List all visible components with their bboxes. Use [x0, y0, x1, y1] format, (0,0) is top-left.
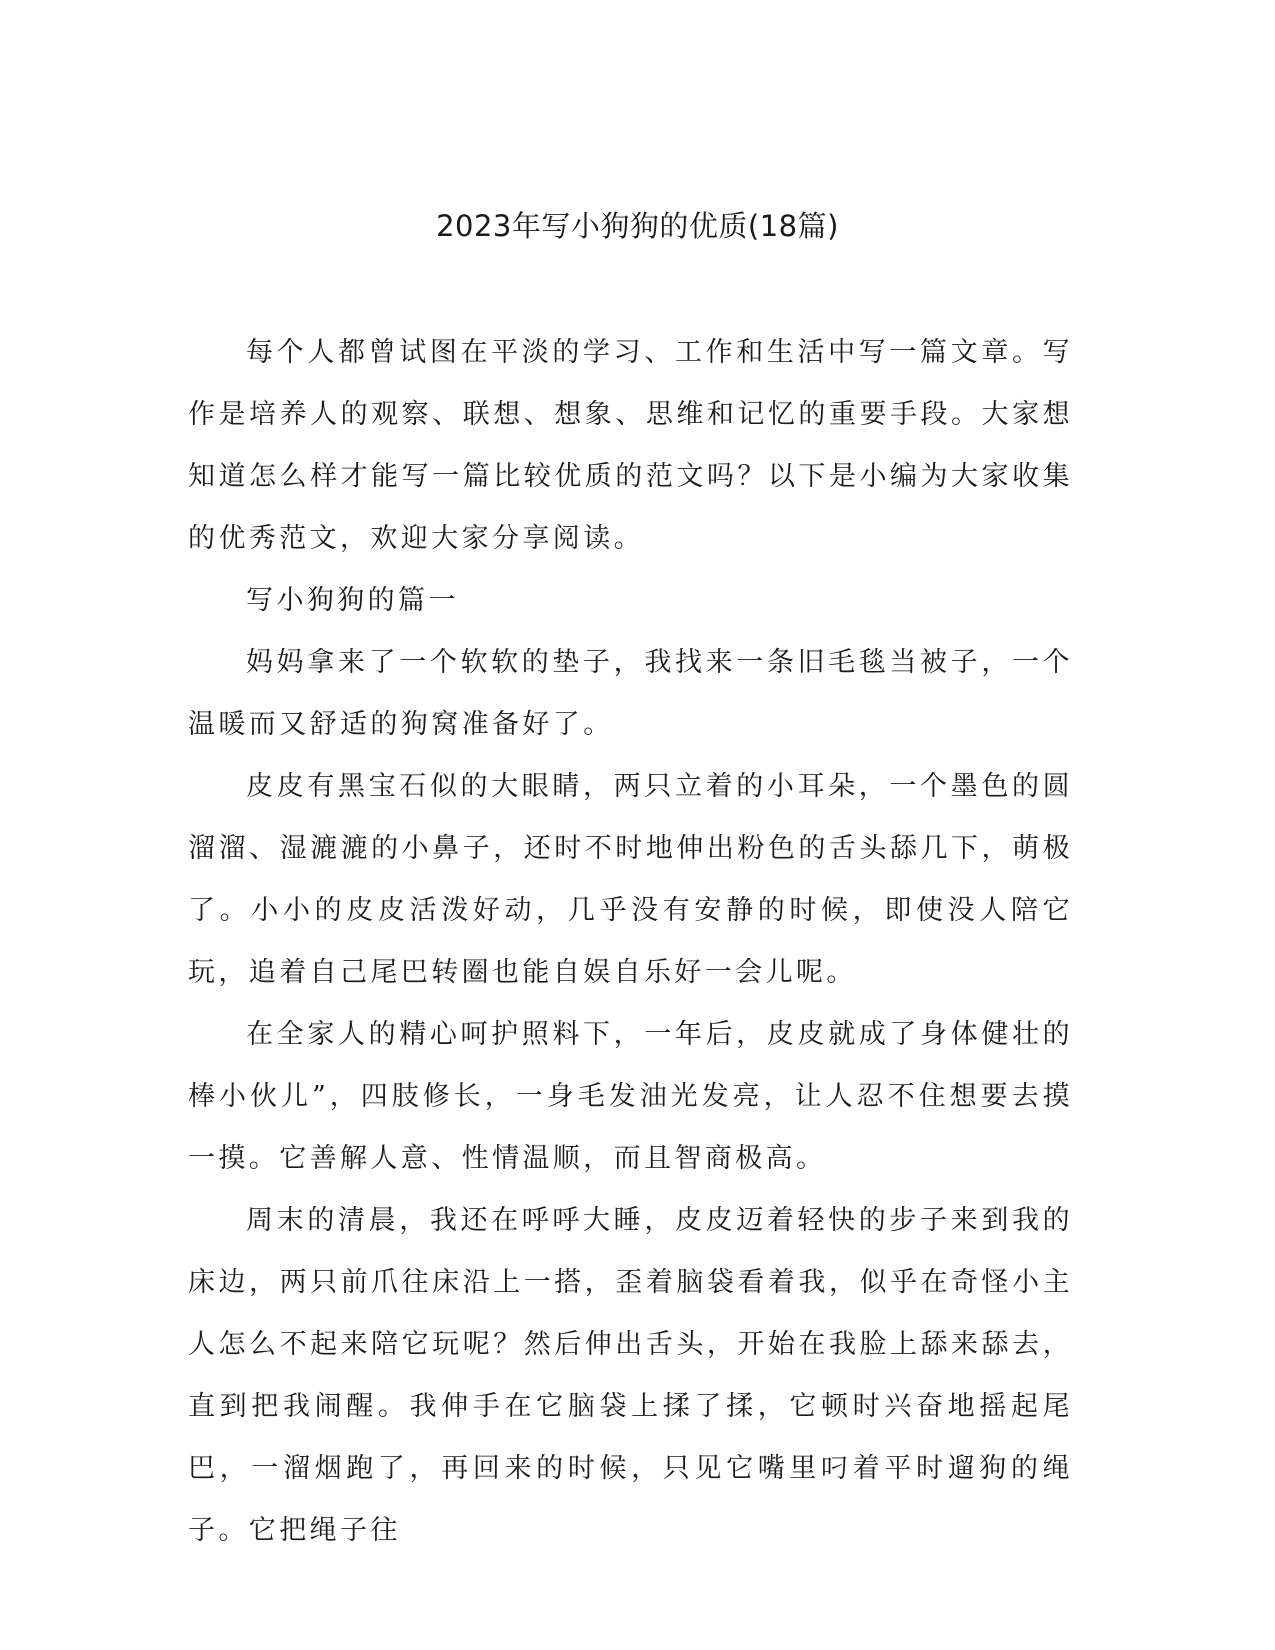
paragraph: 周末的清晨，我还在呼呼大睡，皮皮迈着轻快的步子来到我的床边，两只前爪往床沿上一搭，歪着脑袋看着我，似乎在奇怪小主人怎么不起来陪它玩呢？然后伸出舌头，开始在我脸上舔来舔去，直到把我闹醒。我伸手在它脑袋上揉了揉，它顿时兴奋地摇起尾巴，一溜烟跑了，再回来的时候，只见它嘴里叼着平时遛狗的绳子。它把绳子往 — [188, 1205, 1073, 1546]
paragraph: 妈妈拿来了一个软软的垫子，我找来一条旧毛毯当被子，一个温暖而又舒适的狗窝准备好了。 — [188, 647, 1073, 740]
document-body — [188, 322, 1073, 1562]
section-heading-1: 写小狗狗的篇一 — [246, 585, 459, 616]
paragraph: 皮皮有黑宝石似的大眼睛，两只立着的小耳朵，一个墨色的圆溜溜、湿漉漉的小鼻子，还时不时地伸出粉色的舌头舔几下，萌极了。小小的皮皮活泼好动，几乎没有安静的时候，即使没人陪它玩，追着自己尾巴转圈也能自娱自乐好一会儿呢。 — [188, 771, 1073, 988]
paragraph: 在全家人的精心呵护照料下，一年后，皮皮就成了身体健壮的棒小伙儿”，四肢修长，一身毛发油光发亮，让人忍不住想要去摸一摸。它善解人意、性情温顺，而且智商极高。 — [188, 1019, 1073, 1174]
paragraph-intro: 每个人都曾试图在平淡的学习、工作和生活中写一篇文章。写作是培养人的观察、联想、想象、思维和记忆的重要手段。大家想知道怎么样才能写一篇比较优质的范文吗？以下是小编为大家收集的优秀范文，欢迎大家分享阅读。 — [188, 337, 1073, 554]
document-title: 2023年写小狗狗的优质(18篇) — [436, 209, 839, 243]
